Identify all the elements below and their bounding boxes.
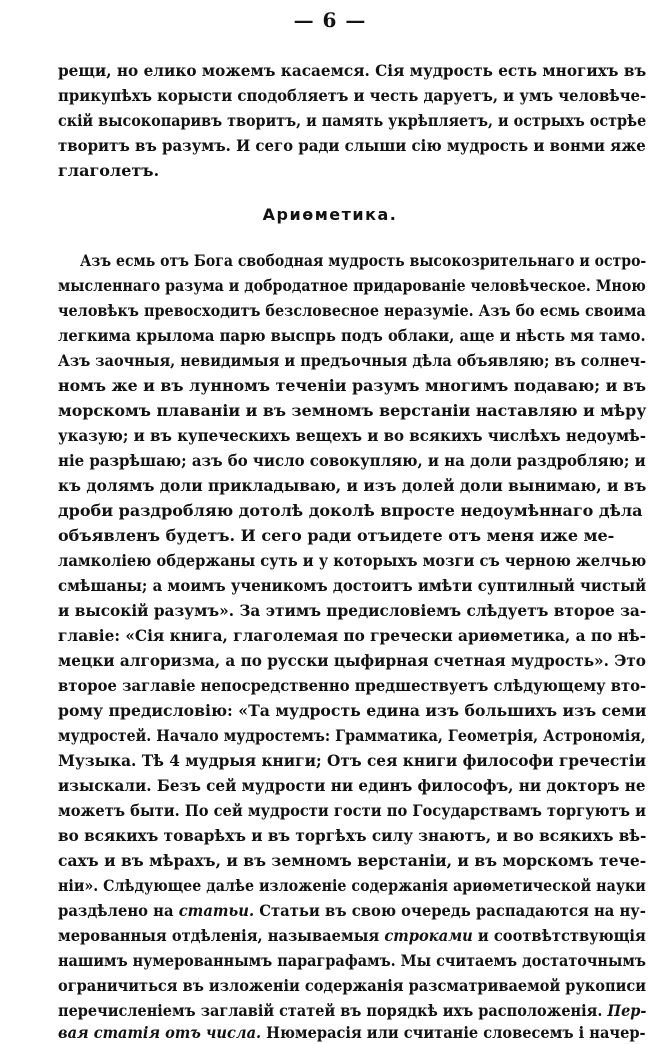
text-line: ламколіею обдержаны суть и у которыхъ мозги съ черною желчью — [58, 551, 647, 570]
text-line: Музыка. Тѣ 4 мудрыя книги; Отъ сея книги философи гречестіи — [58, 751, 646, 770]
text-line: ніе разрѣшаю; азъ бо число совокупляю, и на доли раздробляю; и — [58, 451, 646, 470]
text-line: объявленъ будетъ. И сего ради отъидете отъ меня иже ме- — [58, 526, 615, 545]
text-line: къ долямъ доли прикладываю, и изъ долей доли вынимаю, и въ — [58, 476, 647, 495]
text-line: творитъ въ разумъ. И сего ради слыши сію мудрость и вонми яже — [58, 136, 646, 155]
text-line: рому предисловію: «Та мудрость едина изъ большихъ изъ семи — [58, 701, 647, 720]
text-line: смѣшаны; а моимъ ученикомъ достоитъ имѣти суптилный чистый — [58, 576, 647, 595]
text-line: легкима крылома парю выспрь подъ облаки, аще и нѣсть мя тамо. — [58, 326, 646, 345]
text-line: дроби раздробляю дотолѣ доколѣ впросте недоумѣннаго дѣла — [58, 501, 643, 520]
text-line: глаголетъ. — [58, 161, 160, 180]
text-line: нашимъ нумерованнымъ параграфамъ. Мы считаемъ достаточнымъ — [58, 951, 646, 970]
italic-term-statia: вая статія отъ числа. — [58, 1023, 262, 1042]
text-line: сахъ и въ мѣрахъ, и въ земномъ верстаніи, и въ морскомъ тече- — [58, 851, 647, 870]
text-line: человѣкъ превосходитъ безсловесное неразуміе. Азъ бо есмь своима — [58, 301, 646, 320]
text-line: второе заглавіе непосредственно предшествуетъ слѣдующему вто- — [58, 676, 647, 695]
text-line — [58, 1022, 646, 1044]
text-line: главіе: «Сія книга, глаголемая по гречески ариѳметика, а по нѣ- — [58, 626, 647, 645]
section-heading: Ариѳметика. — [262, 205, 398, 224]
italic-term-stroki: строками — [384, 926, 473, 945]
text-line: ніи». Слѣдующее далѣе изложеніе содержанія ариѳметической науки — [58, 876, 646, 895]
text-segment: мерованныя отдѣленія, называемыя — [58, 926, 385, 945]
text-segment: Нюмерасія или считаніе словесемъ і начер- — [261, 1023, 646, 1042]
page-number: — 6 — — [293, 8, 367, 32]
text-line: мудростей. Начало мудростемъ: Грамматика, Геометрія, Астрономія, — [58, 726, 646, 745]
text-line: указую; и въ купеческихъ вещехъ и во всякихъ числѣхъ недоумѣ- — [58, 426, 646, 445]
text-segment: перечисленіемъ заглавій статей въ порядкѣ ихъ расположенія. — [58, 1001, 603, 1020]
text-line: морскомъ плаваніи и въ земномъ верстаніи наставляю и мѣру — [58, 401, 647, 420]
text-line: изыскали. Безъ сей мудрости ни единъ философъ, ни докторъ не — [58, 776, 646, 795]
italic-term-pervaya: Пер- — [607, 1001, 647, 1020]
text-line: и высокій разумъ». За этимъ предисловіемъ слѣдуетъ второе за- — [58, 601, 647, 620]
text-segment: раздѣлено на — [58, 901, 179, 920]
text-line: номъ же и въ лунномъ теченіи разумъ многимъ подаваю; и въ — [58, 376, 647, 395]
text-line — [58, 1000, 646, 1022]
text-line — [58, 925, 646, 947]
text-line: ограничиться въ изложеніи содержанія разсматриваемой рукописи — [58, 976, 647, 995]
text-line — [58, 900, 646, 922]
text-segment: и соотвѣтствующія — [472, 926, 646, 945]
text-line: мецки алгоризма, а по русски цыфирная счетная мудрость». Это — [58, 651, 646, 670]
text-line: прикупѣхъ корысти сподобляетъ и честь даруетъ, и умъ человѣче- — [58, 86, 647, 105]
text-segment: Статьи въ свою очередь распадаются на ну- — [254, 901, 646, 920]
text-line: Азъ заочныя, невидимыя и предъочныя дѣла объявляю; въ солнеч- — [58, 351, 647, 370]
text-line: Азъ есмь отъ Бога свободная мудрость высокозрительнаго и остро- — [80, 251, 647, 270]
text-line: во всякихъ товарѣхъ и въ торгѣхъ силу знаютъ, и во всякихъ вѣ- — [58, 826, 647, 845]
text-line: мысленнаго разума и добродатное придарованіе человѣческое. Мною — [58, 276, 646, 295]
text-line: скій высокопаривъ творитъ, и память укрѣпляетъ, и острыхъ острѣе — [58, 111, 647, 130]
text-line: рещи, но елико можемъ касаемся. Сія мудрость есть многихъ въ — [58, 61, 647, 80]
italic-term-stati: статьи. — [178, 901, 255, 920]
text-line: можетъ быти. По сей мудрости гости по Государствамъ торгуютъ и — [58, 801, 646, 820]
